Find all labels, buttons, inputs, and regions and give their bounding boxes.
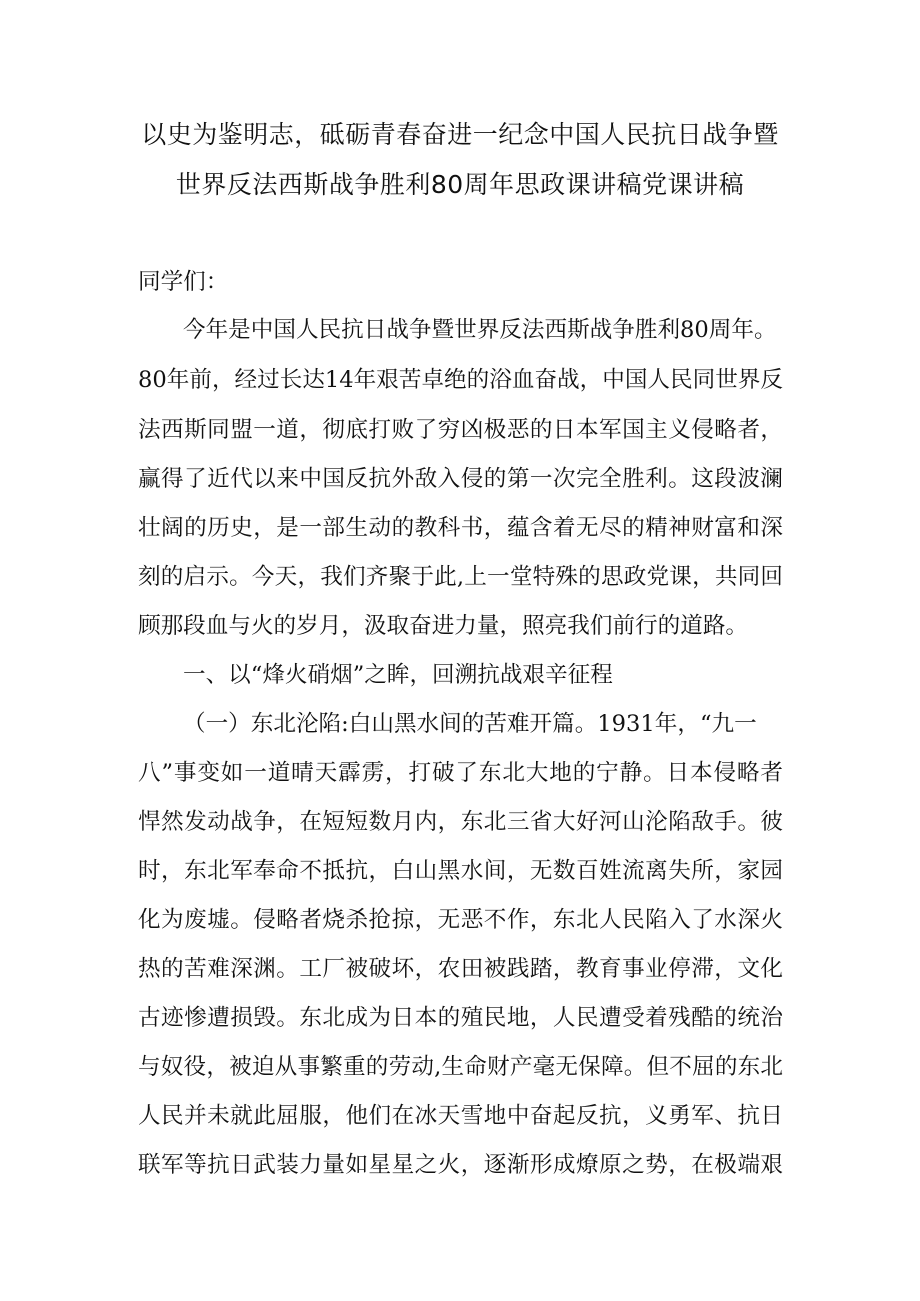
paragraph-line: 时，东北军奉命不抵抗，白山黑水间，无数百姓流离失所，家园 [138, 858, 783, 884]
paragraph-line: 赢得了近代以来中国反抗外敌入侵的第一次完全胜利。这段波澜 [138, 466, 783, 492]
greeting: 同学们： [138, 269, 229, 295]
paragraph-line: 八”事变如一道晴天霹雳，打破了东北大地的宁静。日本侵略者 [138, 760, 783, 786]
paragraph-line: 人民并未就此屈服，他们在冰天雪地中奋起反抗，义勇军、抗日 [138, 1103, 783, 1129]
document-title-line-1: 以史为鉴明志，砥砺青春奋进一纪念中国人民抗日战争暨 [141, 120, 779, 149]
document-title-line-2: 世界反法西斯战争胜利80周年思政课讲稿党课讲稿 [175, 170, 745, 199]
paragraph-line: （一）东北沦陷:白山黑水间的苦难开篇。1931年，“九一 [183, 711, 757, 737]
paragraph-line: 顾那段血与火的岁月，汲取奋进力量，照亮我们前行的道路。 [138, 613, 749, 639]
paragraph-line: 联军等抗日武装力量如星星之火，逐渐形成燎原之势，在极端艰 [138, 1152, 783, 1178]
paragraph-line: 化为废墟。侵略者烧杀抢掠，无恶不作，东北人民陷入了水深火 [138, 907, 783, 933]
paragraph-line: 与奴役，被迫从事繁重的劳动,生命财产毫无保障。但不屈的东北 [138, 1054, 783, 1080]
paragraph-line: 热的苦难深渊。工厂被破坏，农田被践踏，教育事业停滞，文化 [138, 956, 783, 982]
paragraph-line: 壮阔的历史，是一部生动的教科书，蕴含着无尽的精神财富和深 [138, 515, 783, 541]
paragraph-line: 80年前，经过长达14年艰苦卓绝的浴血奋战，中国人民同世界反 [138, 367, 783, 393]
paragraph-line: 古迹惨遭损毁。东北成为日本的殖民地，人民遭受着残酷的统治 [138, 1005, 783, 1031]
paragraph-line: 法西斯同盟一道，彻底打败了穷凶极恶的日本军国主义侵略者， [138, 417, 783, 443]
paragraph-line: 刻的启示。今天，我们齐聚于此,上一堂特殊的思政党课，共同回 [138, 564, 783, 590]
paragraph-line: 悍然发动战争，在短短数月内，东北三省大好河山沦陷敌手。彼 [138, 809, 783, 835]
paragraph-line: 今年是中国人民抗日战争暨世界反法西斯战争胜利80周年。 [183, 317, 777, 343]
section-heading: 一、以“烽火硝烟”之眸，回溯抗战艰辛征程 [183, 662, 613, 688]
